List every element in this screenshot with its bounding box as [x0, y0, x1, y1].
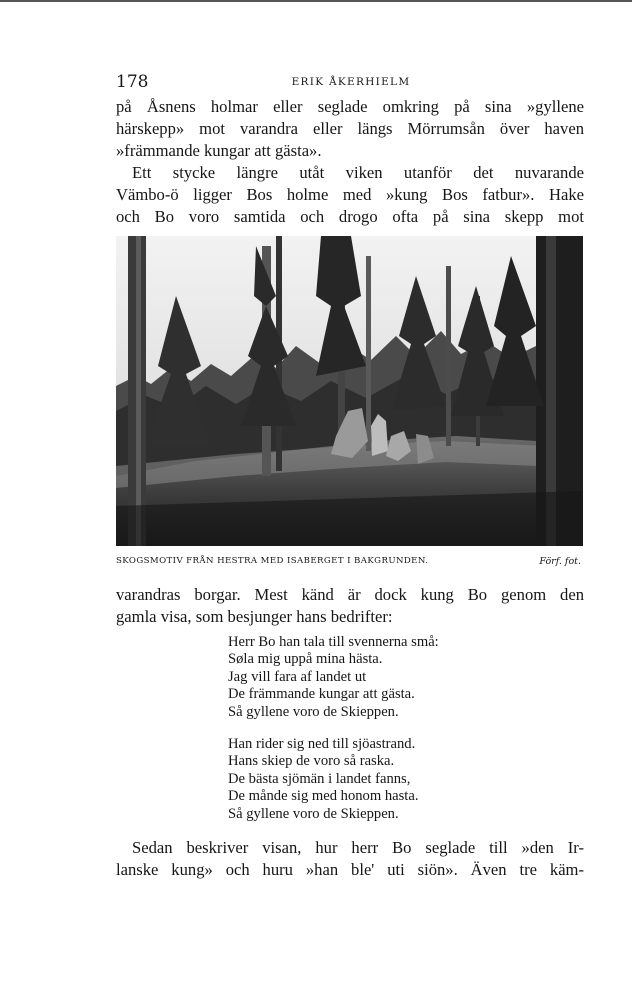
forest-photograph [116, 236, 583, 546]
text-line: på Åsnens holmar eller seglade omkring på sina »gyllene [116, 97, 584, 116]
figure-caption [116, 556, 583, 570]
paragraph-3 [116, 837, 584, 881]
text-line: Ett stycke längre utåt viken utanför det nuvarande [132, 163, 584, 182]
forest-photo-image [116, 236, 583, 546]
paragraph-1 [116, 96, 584, 228]
text-line: gamla visa, som besjunger hans bedrifter: [116, 607, 393, 626]
verse-stanza-2 [228, 736, 548, 823]
verse-line: Så gyllene voro de Skieppen. [228, 805, 399, 822]
verse-line: De främmande kungar att gästa. [228, 686, 415, 703]
text-line: härskepp» mot varandra eller längs Mörrumsån över haven [116, 119, 584, 138]
text-line: Sedan beskriver visan, hur herr Bo seglade till »den Ir- [132, 838, 584, 857]
caption-text: SKOGSMOTIV FRÅN HESTRA MED ISABERGET I BAKGRUNDEN. [116, 556, 429, 566]
verse-line: Herr Bo han tala till svennerna små: [228, 634, 439, 650]
verse-line: Så gyllene voro de Skieppen. [228, 703, 399, 720]
page-top-edge [0, 0, 632, 2]
page-number: 178 [116, 72, 149, 92]
text-line: lanske kung» och huru »han ble' uti siön». Även tre käm- [116, 860, 584, 879]
text-line: och Bo voro samtida och drogo ofta på sina skepp mot [116, 207, 584, 226]
verse-line: De bästa sjömän i landet fanns, [228, 770, 411, 787]
running-header [116, 72, 586, 94]
verse-stanza-1 [228, 634, 548, 721]
paragraph-2 [116, 584, 584, 628]
text-line: »främmande kungar att gästa». [116, 141, 322, 160]
running-title: ERIK ÅKERHIELM [291, 76, 411, 88]
text-line: Vämbo-ö ligger Bos holme med »kung Bos fatbur». Hake [116, 185, 584, 204]
verse-line: Hans skiep de voro så raska. [228, 753, 395, 770]
verse-line: De månde sig med honom hasta. [228, 788, 419, 805]
text-line: varandras borgar. Mest känd är dock kung Bo genom den [116, 585, 584, 604]
verse-line: Søla mig uppå mina hästa. [228, 651, 383, 668]
verse-line: Han rider sig ned till sjöastrand. [228, 736, 416, 752]
photo-credit: Förf. fot. [539, 556, 581, 567]
verse-line: Jag vill fara af landet ut [228, 668, 367, 685]
